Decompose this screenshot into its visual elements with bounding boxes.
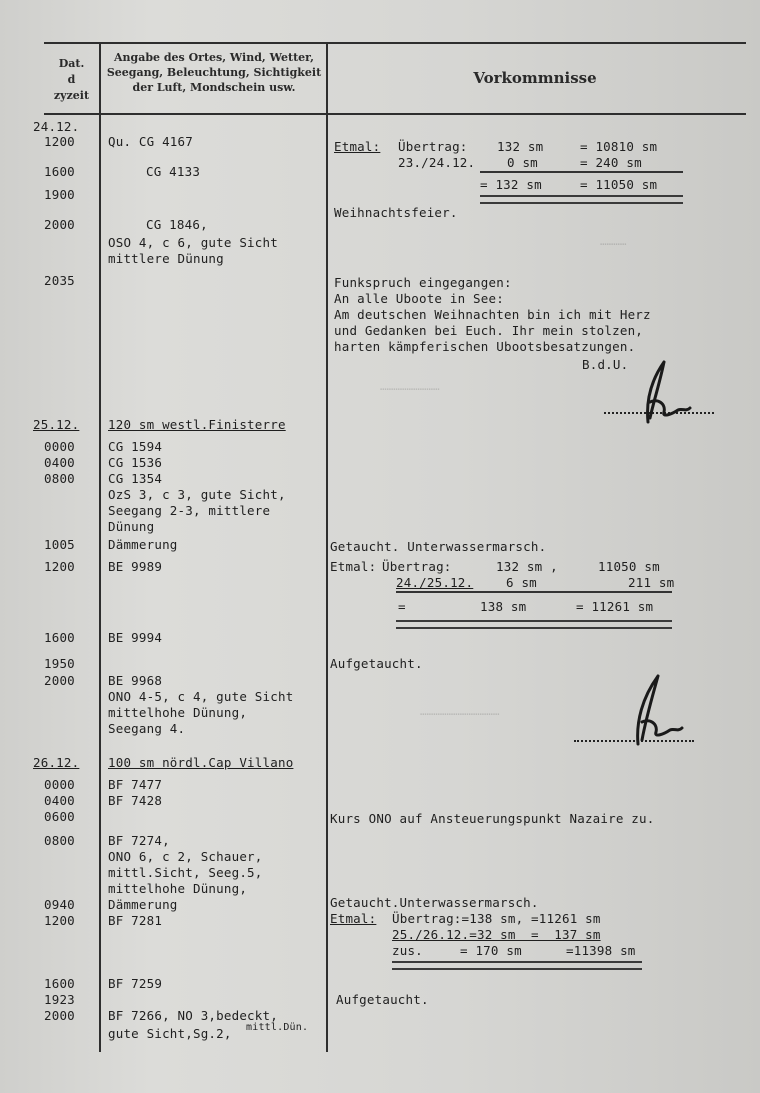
place-cell: BF 7259 [108,976,163,991]
etmal-line3-sm: = 132 sm [480,177,542,192]
etmal-line2-total: 211 sm [628,575,675,590]
place-cell: CG 1846, [146,217,208,232]
place-cell: CG 1354 [108,471,163,486]
etmal-line2-date: 24./25.12. [396,575,474,590]
sum-rule [396,591,672,593]
bleed-through-text: ……………………………… [420,705,500,718]
place-cell: BE 9994 [108,630,163,645]
etmal-line3-sm: 138 sm [480,599,527,614]
time-cell: 2000 [44,1008,75,1023]
place-cell: mittlere Dünung [108,251,224,266]
total-double-rule [480,195,683,204]
time-cell: 2000 [44,217,75,232]
time-cell: 0800 [44,471,75,486]
place-cell: Dämmerung [108,897,178,912]
etmal-line1-sm: 132 sm , [496,559,558,574]
time-cell: 0000 [44,439,75,454]
time-cell: 0000 [44,777,75,792]
place-cell: OSO 4, c 6, gute Sicht [108,235,278,250]
time-cell: 1005 [44,537,75,552]
header-place-weather: Angabe des Ortes, Wind, Wetter, Seegang, Beleuchtung, Sichtigkeit der Luft, Mondschein usw. [106,51,322,94]
etmal-line3-total: =11398 sm [566,943,636,958]
etmal-label: Etmal: [334,139,381,154]
time-cell: 1600 [44,630,75,645]
header-date-time: Dat. d zyzeit [53,57,90,102]
etmal-line3-total: = 11050 sm [580,177,658,192]
place-cell: mittelhohe Dünung, [108,881,248,896]
place-cell: Dämmerung [108,537,178,552]
event-cell: B.d.U. [582,357,629,372]
event-cell: und Gedanken bei Euch. Ihr mein stolzen, [334,323,644,338]
total-double-rule [396,620,672,629]
bleed-through-text: ……………………… [380,380,440,393]
table-top-rule [44,42,746,44]
time-cell: 1923 [44,992,75,1007]
time-cell: 0600 [44,809,75,824]
etmal-line3-sm: = 170 sm [460,943,522,958]
time-cell: 0800 [44,833,75,848]
place-cell: BE 9968 [108,673,163,688]
time-cell: 1900 [44,187,75,202]
etmal-label: Etmal: [330,911,377,926]
place-cell: BE 9989 [108,559,163,574]
place-cell: mittelhohe Dünung, [108,705,248,720]
etmal-line2-sm: 6 sm [506,575,537,590]
place-superscript: mittl.Dün. [246,1022,309,1033]
place-cell: 100 sm nördl.Cap Villano [108,755,294,770]
sum-rule [480,171,683,173]
etmal-line1: Übertrag:=138 sm, =11261 sm [392,911,601,926]
place-cell: 120 sm westl.Finisterre [108,417,286,432]
time-cell: 26.12. [33,755,80,770]
event-cell: Am deutschen Weihnachten bin ich mit Herz [334,307,651,322]
etmal-label: Etmal: [330,559,377,574]
etmal-line1-total: = 10810 sm [580,139,658,154]
etmal-line2-date: 23./24.12. [398,155,476,170]
etmal-line3-prefix: zus. [392,943,423,958]
handwritten-signature [620,352,700,432]
etmal-line3-total: = 11261 sm [576,599,654,614]
place-cell: CG 1594 [108,439,163,454]
etmal-line2-total: = 240 sm [580,155,642,170]
etmal-line3-prefix: = [398,599,406,614]
etmal-line2: 25./26.12.=32 sm = 137 sm [392,927,601,942]
event-cell: harten kämpferischen Ubootsbesatzungen. [334,339,636,354]
column-divider-2 [326,42,328,1052]
place-cell: Qu. CG 4167 [108,134,193,149]
time-cell: 0400 [44,793,75,808]
time-cell: 1200 [44,134,75,149]
etmal-line1-sm: 132 sm [497,139,544,154]
place-cell: BF 7428 [108,793,163,808]
event-cell: Kurs ONO auf Ansteuerungspunkt Nazaire zu. [330,811,655,826]
place-cell: Seegang 4. [108,721,186,736]
place-cell: BF 7266, NO 3,bedeckt, [108,1008,278,1023]
event-cell: Weihnachtsfeier. [334,205,458,220]
time-cell: 2035 [44,273,75,288]
time-cell: 25.12. [33,417,80,432]
place-cell: gute Sicht,Sg.2, [108,1026,232,1041]
event-cell: Getaucht. Unterwassermarsch. [330,539,547,554]
time-cell: 1200 [44,913,75,928]
place-cell: ONO 4-5, c 4, gute Sicht [108,689,294,704]
event-cell: Getaucht.Unterwassermarsch. [330,895,539,910]
time-cell: 1600 [44,976,75,991]
etmal-line1-label: Übertrag: [382,559,452,574]
time-cell: 1200 [44,559,75,574]
event-cell: Aufgetaucht. [336,992,429,1007]
place-cell: Seegang 2-3, mittlere [108,503,271,518]
header-occurrences: Vorkommnisse [473,69,597,87]
event-cell: Funkspruch eingegangen: [334,275,512,290]
time-cell: 1950 [44,656,75,671]
time-cell: 2000 [44,673,75,688]
time-cell: 0400 [44,455,75,470]
etmal-line2-sm: 0 sm [507,155,538,170]
time-cell: 24.12. [33,119,80,134]
place-cell: BF 7274, [108,833,170,848]
etmal-line1-label: Übertrag: [398,139,468,154]
place-cell: Dünung [108,519,155,534]
handwritten-signature [608,668,692,752]
place-cell: BF 7281 [108,913,163,928]
place-cell: ONO 6, c 2, Schauer, [108,849,263,864]
total-double-rule [392,961,642,970]
place-cell: CG 1536 [108,455,163,470]
event-cell: Aufgetaucht. [330,656,423,671]
place-cell: mittl.Sicht, Seeg.5, [108,865,263,880]
place-cell: CG 4133 [146,164,201,179]
place-cell: OzS 3, c 3, gute Sicht, [108,487,286,502]
time-cell: 0940 [44,897,75,912]
bleed-through-text: ………… [600,235,627,248]
etmal-line1-total: 11050 sm [598,559,660,574]
header-bottom-rule [44,113,746,115]
column-divider-1 [99,42,101,1052]
place-cell: BF 7477 [108,777,163,792]
event-cell: An alle Uboote in See: [334,291,504,306]
time-cell: 1600 [44,164,75,179]
